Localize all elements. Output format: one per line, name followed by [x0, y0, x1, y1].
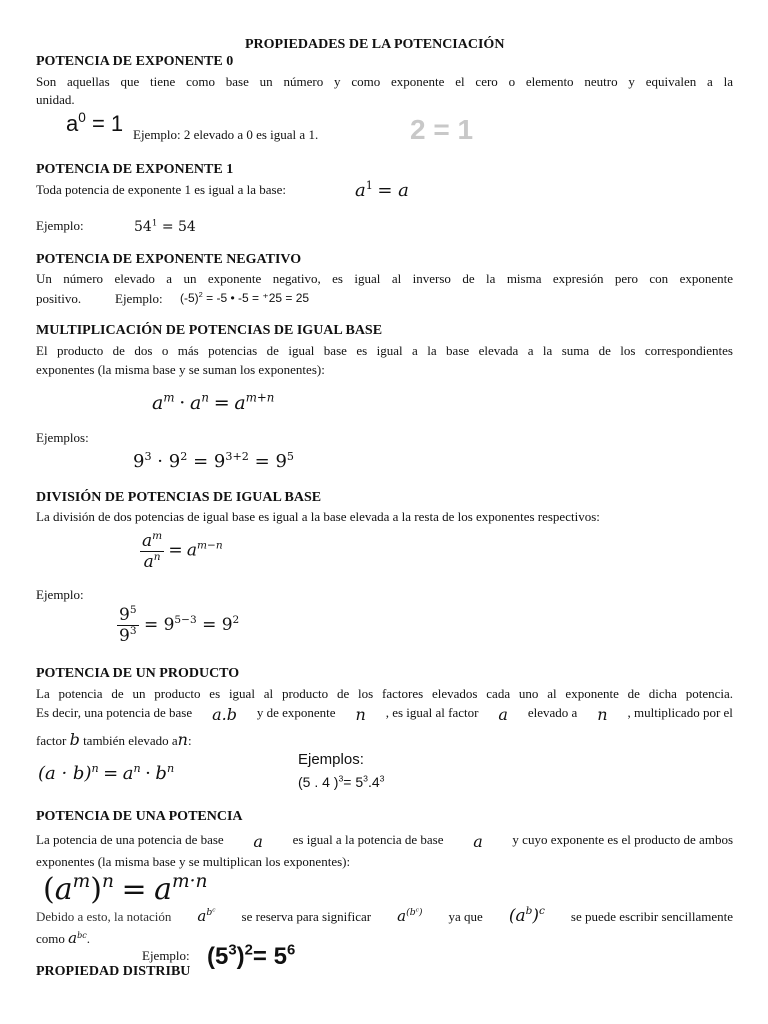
formula-operator: · [145, 763, 151, 784]
example-exponent: 1 [151, 218, 158, 229]
example-equals: = 5 [252, 943, 287, 970]
formula-power-of-product [38, 763, 174, 784]
formula-exponent: m−n [197, 539, 223, 552]
formula-base: a [355, 180, 366, 201]
heading-exponent-1: POTENCIA DE EXPONENTE 1 [36, 162, 234, 177]
text-exponent-0-line1: Son aquellas que tiene como base un número y como exponente el cero o elemento neutro y equivalen a la [36, 74, 733, 89]
fraction-numerator-base: a [142, 531, 153, 551]
heading-exponent-0: POTENCIA DE EXPONENTE 0 [36, 54, 234, 69]
fraction-denominator-base: 9 [119, 626, 130, 646]
example-formula-negative [180, 291, 309, 305]
heading-power-of-product: POTENCIA DE UN PRODUCTO [36, 666, 240, 681]
text-fragment: y de exponente [256, 705, 336, 720]
text-negative-line2: positivo. [36, 291, 82, 306]
inline-variable: a [473, 832, 483, 851]
notation-exponent: b [206, 906, 213, 918]
inline-variable: a [253, 832, 263, 851]
notation-grouped [397, 907, 422, 925]
text-multiplication-line2: exponentes (la misma base y se suman los exponentes): [36, 362, 325, 377]
example-fraction [117, 605, 139, 646]
formula-equals: = [213, 392, 230, 414]
formula-power-of-power: $(a^m)^n = a^{m\cdot n}$ [43, 870, 208, 907]
inline-variable: n [177, 730, 188, 749]
inline-variable: n [355, 705, 366, 724]
notation-base: a [397, 907, 407, 925]
formula-base: b [155, 763, 167, 784]
example-base: (5 . 4 ) [298, 774, 339, 790]
notation-paren: ) [532, 906, 539, 926]
fraction-denominator-exponent: 3 [129, 625, 137, 638]
text-power-line4 [36, 929, 90, 947]
text-product-line1: La potencia de un producto es igual al producto de los factores elevados cada uno al exponente de dicha potencia. [36, 686, 733, 701]
formula-exponent: 0 [78, 110, 86, 126]
example-equals: = [202, 615, 217, 635]
formula-exponent-0 [66, 111, 123, 137]
example-formula-power [207, 943, 295, 971]
notation-exponent: bc [77, 930, 87, 940]
formula-exponent: n [101, 870, 114, 892]
example-exponent: 3 [228, 942, 237, 959]
example-equals: = [254, 451, 270, 472]
text-product-line3 [36, 730, 192, 749]
notation-exponent: c [212, 907, 216, 914]
text-power-line2: exponentes (la misma base y se multiplican los exponentes): [36, 854, 351, 869]
text-power-line1 [36, 832, 733, 851]
formula-base: a [54, 872, 73, 907]
formula-base: a [152, 392, 164, 414]
example-formula-multiplication [133, 451, 294, 472]
formula-base: a [190, 392, 202, 414]
example-label-division: Ejemplo: [36, 587, 84, 602]
fraction-denominator-exponent: n [153, 551, 161, 564]
text-fragment: , es igual al factor [385, 705, 479, 720]
example-exponent: 3 [144, 449, 152, 463]
text-fragment: se reserva para significar [241, 909, 372, 924]
inline-variable: n [597, 705, 608, 724]
inline-variable: b [69, 730, 80, 749]
faded-formula-image: 2 = 1 [410, 114, 474, 145]
fraction-numerator-base: 9 [119, 605, 130, 625]
example-label-exponent-1: Ejemplo: [36, 218, 84, 233]
example-exponent: 6 [286, 942, 296, 959]
formula-exponent: n [91, 761, 99, 775]
text-fragment: . [86, 931, 91, 946]
text-exponent-1: Toda potencia de exponente 1 es igual a la base: [36, 182, 286, 197]
examples-label-product: Ejemplos: [298, 751, 364, 768]
formula-exponent-1 [355, 180, 409, 201]
text-fragment: factor [36, 733, 67, 748]
inline-variable: a.b [212, 705, 237, 724]
formula-exponent: n [201, 390, 209, 405]
text-fragment: Es decir, una potencia de base [36, 705, 193, 720]
formula-exponent: 1 [365, 178, 373, 192]
formula-equals: = [121, 872, 147, 907]
example-base: (-5) [180, 291, 199, 305]
example-operator: · [157, 451, 164, 472]
example-equals: = [143, 615, 159, 635]
text-multiplication-line1: El producto de dos o más potencias de igual base es igual a la base elevada a la suma de los correspondientes [36, 343, 733, 358]
formula-division [140, 531, 223, 572]
page-title: PROPIEDADES DE LA POTENCIACIÓN [245, 37, 505, 52]
fraction-numerator-exponent: m [152, 530, 163, 543]
heading-negative-exponent: POTENCIA DE EXPONENTE NEGATIVO [36, 252, 302, 267]
formula-equals: = [168, 540, 183, 561]
example-rest: = -5 • -5 = ⁺25 = 25 [206, 291, 310, 305]
formula-equals: = [103, 763, 119, 784]
example-exponent: 2 [198, 290, 203, 300]
example-base: 9 [133, 451, 145, 472]
example-exponent: 5−3 [174, 614, 197, 627]
formula-fraction [140, 531, 164, 572]
text-power-line3 [36, 906, 733, 926]
text-fragment: es igual a la potencia de base [292, 832, 444, 847]
text-fragment: también elevado a [83, 733, 178, 748]
formula-base: a [234, 392, 246, 414]
text-fragment: como [36, 931, 65, 946]
example-equals: = 5 [343, 774, 364, 790]
notation-base: (a [508, 906, 526, 926]
formula-base: a [186, 540, 198, 561]
formula-operator: · [179, 392, 186, 414]
text-fragment: ya que [448, 909, 483, 924]
notation-base: a [197, 907, 207, 925]
example-formula-division [117, 605, 239, 646]
formula-base: a [154, 872, 172, 907]
example-exponent: 3 [363, 773, 368, 784]
example-formula-exponent-1 [134, 219, 196, 235]
formula-exponent: m+n [245, 390, 275, 405]
heading-distributive: PROPIEDAD DISTRIBU [36, 964, 191, 979]
formula-exponent: n [166, 761, 175, 775]
notation-base: a [68, 929, 78, 947]
fraction-denominator-base: a [143, 552, 154, 572]
formula-exponent: n [133, 761, 141, 775]
example-label-negative: Ejemplo: [115, 291, 163, 306]
example-exponent: 3 [379, 773, 385, 784]
example-base: 9 [213, 451, 226, 472]
formula-exponent: m [163, 390, 175, 405]
formula-exponent: m·n [171, 870, 208, 892]
notation-exponent: c [539, 905, 545, 918]
example-base: 9 [163, 615, 175, 635]
formula-exponent: m [72, 870, 91, 892]
notation-paren: ) [418, 906, 423, 918]
formula-rhs: = a [377, 180, 409, 201]
text-division: La división de dos potencias de igual base es igual a la base elevada a la resta de los exponentes respectivos: [36, 509, 600, 524]
example-exponent-0: Ejemplo: 2 elevado a 0 es igual a 1. [133, 127, 319, 142]
example-exponent: 3+2 [225, 449, 249, 463]
text-fragment: : [187, 733, 192, 748]
inline-variable: a [498, 705, 508, 724]
example-exponent: 2 [232, 614, 240, 627]
text-fragment: Debido a esto, la notación [36, 909, 172, 924]
text-fragment: La potencia de una potencia de base [36, 832, 224, 847]
formula-base: a [66, 111, 79, 136]
notation-exponent: (b [406, 906, 416, 918]
text-product-line2 [36, 705, 733, 724]
example-label-multiplication: Ejemplos: [36, 430, 89, 445]
example-paren: ) [236, 943, 245, 970]
fraction-numerator-exponent: 5 [129, 604, 137, 617]
text-fragment: se puede escribir sencillamente [570, 909, 733, 924]
example-exponent: 2 [180, 449, 188, 463]
example-base: 9 [221, 615, 233, 635]
notation-power-of-power [509, 906, 545, 926]
text-fragment: , multiplicado por el [627, 705, 733, 720]
heading-power-of-power: POTENCIA DE UNA POTENCIA [36, 809, 243, 824]
formula-multiplication [152, 392, 274, 415]
example-base: 54 [134, 219, 152, 235]
notation-exponent: b [525, 905, 533, 918]
example-factor: .4 [367, 774, 380, 790]
example-rhs: = 54 [161, 219, 196, 235]
example-formula-product [298, 774, 385, 790]
notation-exponent: c [415, 907, 419, 914]
example-exponent: 3 [338, 773, 344, 784]
example-base: 9 [275, 451, 287, 472]
example-equals: = [193, 451, 209, 472]
example-base: 9 [168, 451, 181, 472]
heading-multiplication: MULTIPLICACIÓN DE POTENCIAS DE IGUAL BASE [36, 323, 383, 338]
formula-rhs: = 1 [91, 111, 124, 136]
notation-tower [197, 907, 215, 925]
example-label-power: Ejemplo: [142, 948, 190, 963]
example-exponent: 2 [244, 942, 253, 959]
formula-lhs: (a · b) [38, 763, 92, 784]
text-negative-line1: Un número elevado a un exponente negativo, es igual al inverso de la misma expresión pero con exponente [36, 271, 733, 286]
example-base: (5 [207, 943, 229, 970]
formula-base: a [122, 763, 134, 784]
heading-division: DIVISIÓN DE POTENCIAS DE IGUAL BASE [36, 490, 322, 505]
text-exponent-0-line2: unidad. [36, 92, 75, 107]
example-exponent: 5 [286, 449, 295, 463]
text-fragment: elevado a [527, 705, 578, 720]
text-fragment: y cuyo exponente es el producto de ambos [512, 832, 733, 847]
